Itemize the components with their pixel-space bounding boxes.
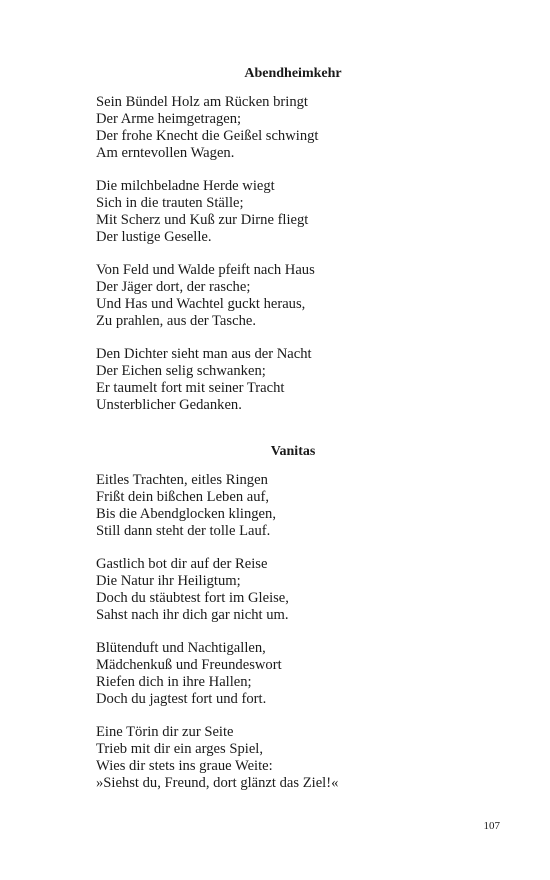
stanza [96,178,496,246]
verse-line: Die milchbeladne Herde wiegt [96,178,275,194]
verse-line: Doch du stäubtest fort im Gleise, [96,590,289,606]
verse-line: Blütenduft und Nachtigallen, [96,640,266,656]
verse-line: Der Arme heimgetragen; [96,111,242,127]
poem-title: Vanitas [270,444,316,459]
poem-abendheimkehr [96,64,496,414]
verse-line: Unsterblicher Gedanken. [96,397,242,413]
verse-line: Zu prahlen, aus der Tasche. [96,313,256,329]
verse-line: Der frohe Knecht die Geißel schwingt [96,128,319,144]
verse-line: Bis die Abendglocken klingen, [96,506,276,522]
verse-line: Sich in die trauten Ställe; [96,195,244,211]
verse-line: Trieb mit dir ein arges Spiel, [96,741,264,757]
verse-line: Mit Scherz und Kuß zur Dirne fliegt [96,212,309,228]
verse-line: Den Dichter sieht man aus der Nacht [96,346,312,362]
verse-line: Die Natur ihr Heiligtum; [96,573,241,589]
poem-title: Abendheimkehr [244,66,342,81]
stanza [96,724,496,792]
verse-line: Von Feld und Walde pfeift nach Haus [96,262,315,278]
verse-line: Der Eichen selig schwanken; [96,363,266,379]
verse-line: Am erntevollen Wagen. [96,145,235,161]
verse-line: Mädchenkuß und Freundeswort [96,657,282,673]
stanza [96,346,496,414]
stanza [96,640,496,708]
verse-line: »Siehst du, Freund, dort glänzt das Ziel!« [96,775,339,791]
verse-line: Der Jäger dort, der rasche; [96,279,251,295]
verse-line: Sein Bündel Holz am Rücken bringt [96,94,308,110]
stanza [96,472,496,540]
verse-line: Frißt dein bißchen Leben auf, [96,489,270,505]
verse-line: Gastlich bot dir auf der Reise [96,556,268,572]
verse-line: Eine Törin dir zur Seite [96,724,234,740]
poem-vanitas [96,442,496,792]
verse-line: Riefen dich in ihre Hallen; [96,674,252,690]
book-page [96,64,496,792]
page-number: 107 [483,820,500,832]
stanza [96,262,496,330]
stanza [96,94,496,162]
verse-line: Sahst nach ihr dich gar nicht um. [96,607,289,623]
verse-line: Er taumelt fort mit seiner Tracht [96,380,285,396]
verse-line: Eitles Trachten, eitles Ringen [96,472,268,488]
stanza [96,556,496,624]
verse-line: Und Has und Wachtel guckt heraus, [96,296,306,312]
verse-line: Wies dir stets ins graue Weite: [96,758,273,774]
verse-line: Doch du jagtest fort und fort. [96,691,267,707]
verse-line: Still dann steht der tolle Lauf. [96,523,271,539]
verse-line: Der lustige Geselle. [96,229,212,245]
